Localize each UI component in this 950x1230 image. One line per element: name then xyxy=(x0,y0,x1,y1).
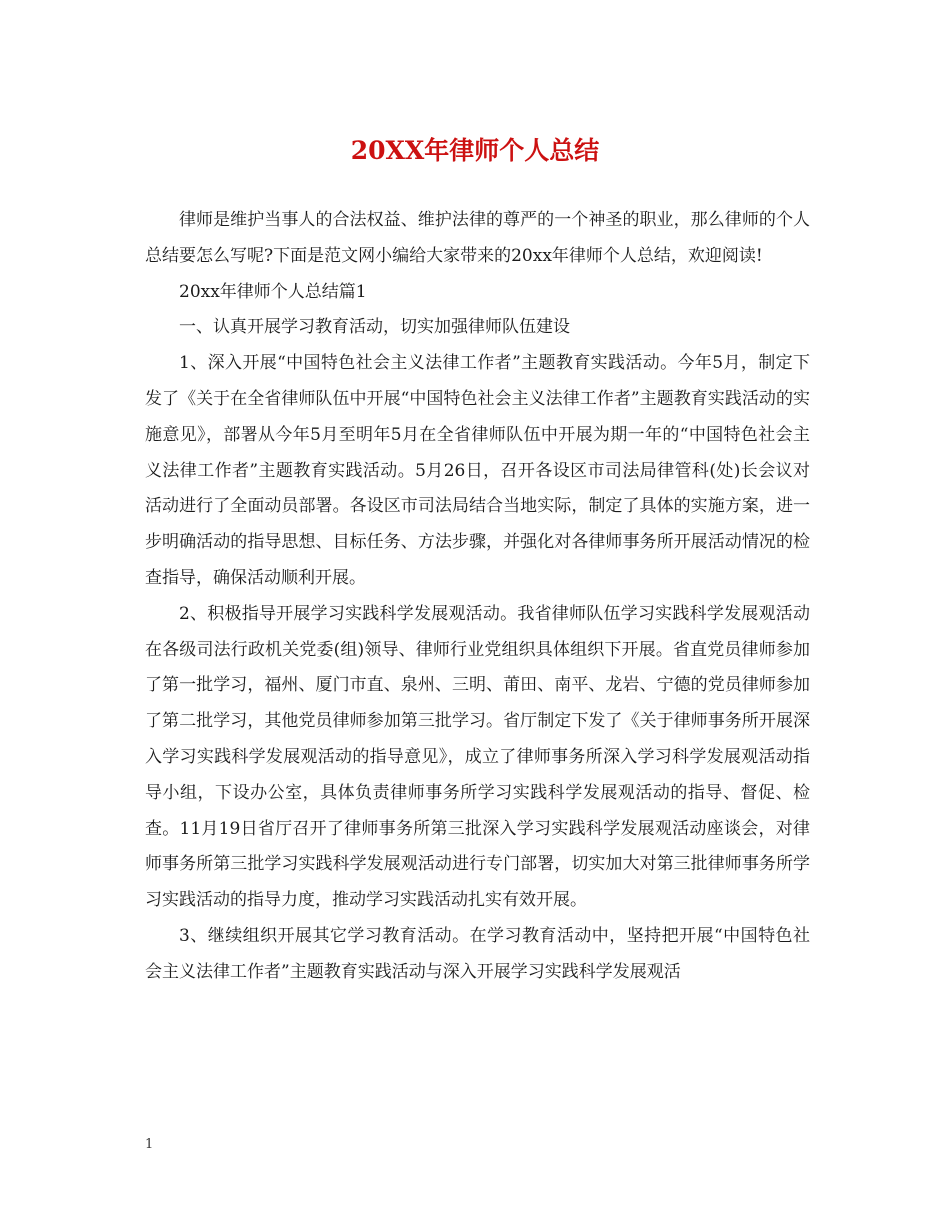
body-paragraph: 2、积极指导开展学习实践科学发展观活动。我省律师队伍学习实践科学发展观活动在各级司法行政机关党委(组)领导、律师行业党组织具体组织下开展。省直党员律师参加了第一批学习，福州、厦门市直、泉州、三明、莆田、南平、龙岩、宁德的党员律师参加了第二批学习，其他党员律师参加第三批学习。省厅制定下发了《关于律师事务所开展深入学习实践科学发展观活动的指导意见》，成立了律师事务所深入学习科学发展观活动指导小组，下设办公室，具体负责律师事务所学习实践科学发展观活动的指导、督促、检查。11月19日省厅召开了律师事务所第三批深入学习实践科学发展观活动座谈会，对律师事务所第三批学习实践科学发展观活动进行专门部署，切实加大对第三批律师事务所学习实践活动的指导力度，推动学习实践活动扎实有效开展。 xyxy=(145,603,810,911)
body-paragraph: 3、继续组织开展其它学习教育活动。在学习教育活动中，坚持把开展“中国特色社会主义法律工作者”主题教育实践活动与深入开展学习实践科学发展观活 xyxy=(145,925,810,982)
body-paragraph: 1、深入开展“中国特色社会主义法律工作者”主题教育实践活动。今年5月，制定下发了《关于在全省律师队伍中开展“中国特色社会主义法律工作者”主题教育实践活动的实施意见》，部署从今年5月至明年5月在全省律师队伍中开展为期一年的“中国特色社会主义法律工作者”主题教育实践活动。5月26日，召开各设区市司法局律管科(处)长会议对活动进行了全面动员部署。各设区市司法局结合当地实际，制定了具体的实施方案，进一步明确活动的指导思想、目标任务、方法步骤，并强化对各律师事务所开展活动情况的检查指导，确保活动顺利开展。 xyxy=(145,353,810,588)
intro-paragraph: 律师是维护当事人的合法权益、维护法律的尊严的一个神圣的职业，那么律师的个人总结要怎么写呢?下面是范文网小编给大家带来的20xx年律师个人总结，欢迎阅读! xyxy=(145,210,810,266)
document-body xyxy=(145,203,810,991)
section-heading: 20xx年律师个人总结篇1 xyxy=(179,281,367,302)
subsection-heading: 一、认真开展学习教育活动，切实加强律师队伍建设 xyxy=(179,317,570,338)
document-title: 20XX年律师个人总结 xyxy=(350,136,600,165)
page-number: 1 xyxy=(145,1137,154,1152)
